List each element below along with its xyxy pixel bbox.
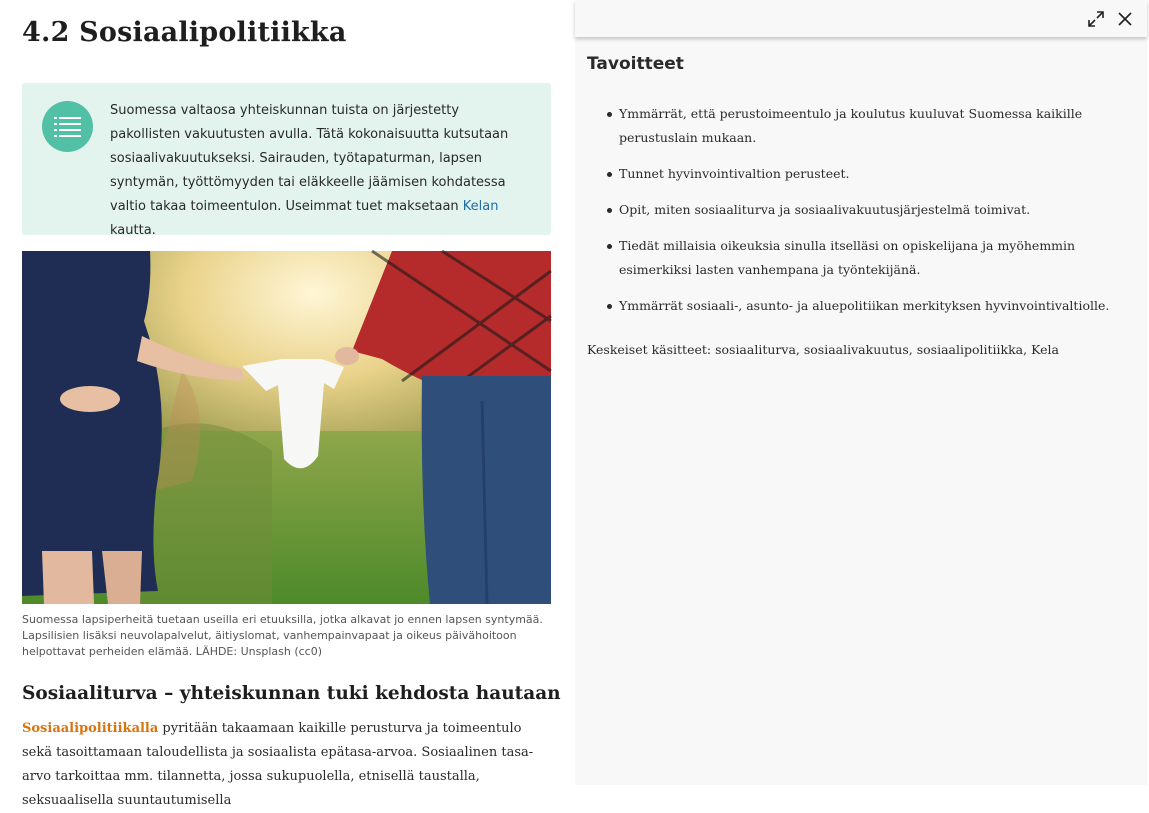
- goal-item: [587, 102, 1137, 150]
- panel-heading: Tavoitteet: [587, 54, 684, 74]
- bullet-icon: [607, 304, 612, 309]
- close-icon[interactable]: [1116, 10, 1134, 28]
- family-photo: [22, 251, 551, 604]
- goal-text: Ymmärrät, että perustoimeentulo ja koulutus kuuluvat Suomessa kaikille perustuslain mukaan.: [619, 106, 1083, 145]
- info-box: [22, 83, 551, 238]
- term-highlight[interactable]: Sosiaalipolitiikalla: [22, 721, 159, 736]
- bullet-icon: [607, 172, 612, 177]
- info-text-end: kautta.: [110, 223, 156, 238]
- panel-toolbar: [575, 0, 1147, 37]
- image-caption: Suomessa lapsiperheitä tuetaan useilla eri etuuksilla, jotka alkavat jo ennen lapsen syntymää. Lapsilisien lisäksi neuvolapalvelut, äitiyslomat, vanhempainvapaat ja oikeus päivähoitoon helpottavat perheiden elämää. LÄHDE: Unsplash (cc0): [22, 613, 543, 658]
- bullet-icon: [607, 208, 612, 213]
- kela-link[interactable]: Kelan: [462, 199, 499, 214]
- goal-text: Opit, miten sosiaaliturva ja sosiaalivakuutusjärjestelmä toimivat.: [619, 202, 1031, 217]
- goal-text: Tunnet hyvinvointivaltion perusteet.: [619, 166, 850, 181]
- goals-panel: [575, 0, 1147, 785]
- goals-list: [587, 102, 1137, 330]
- body-text: pyritään takaamaan kaikille perusturva ja toimeentulo sekä tasoittamaan taloudellista ja sosiaalista epätasa-arvoa. Sosiaalinen tasa-arvo tarkoittaa mm. tilannetta, jossa sukupuolella, etnisellä taustalla, seksuaalisella suuntautumisella: [22, 721, 534, 808]
- expand-icon[interactable]: [1087, 10, 1105, 28]
- goal-text: Ymmärrät sosiaali-, asunto- ja aluepolitiikan merkityksen hyvinvointivaltiolle.: [619, 298, 1110, 313]
- goal-item: [587, 162, 1137, 186]
- body-paragraph: [22, 717, 554, 813]
- section-title: Sosiaaliturva – yhteiskunnan tuki kehdosta hautaan: [22, 683, 561, 704]
- info-text-body: Suomessa valtaosa yhteiskunnan tuista on järjestetty pakollisten vakuutusten avulla. Tätä kokonaisuutta kutsutaan sosiaalivakuutukseksi. Sairauden, työtapaturman, lapsen syntymän, työttömyyden tai eläkkeelle jäämisen kohdatessa valtio takaa toimeentulon. Useimmat tuet maksetaan: [110, 103, 509, 214]
- goal-item: [587, 198, 1137, 222]
- article-content: [0, 0, 575, 808]
- goal-text: Tiedät millaisia oikeuksia sinulla itselläsi on opiskelijana ja myöhemmin esimerkiksi lasten vanhempana ja työntekijänä.: [619, 238, 1076, 277]
- page-title: 4.2 Sosiaalipolitiikka: [22, 17, 347, 48]
- info-text: [110, 99, 530, 243]
- bullet-icon: [607, 244, 612, 249]
- key-terms: Keskeiset käsitteet: sosiaaliturva, sosiaalivakuutus, sosiaalipolitiikka, Kela: [587, 342, 1059, 357]
- goal-item: [587, 294, 1137, 318]
- goal-item: [587, 234, 1137, 282]
- bullet-icon: [607, 112, 612, 117]
- list-icon: [42, 101, 93, 152]
